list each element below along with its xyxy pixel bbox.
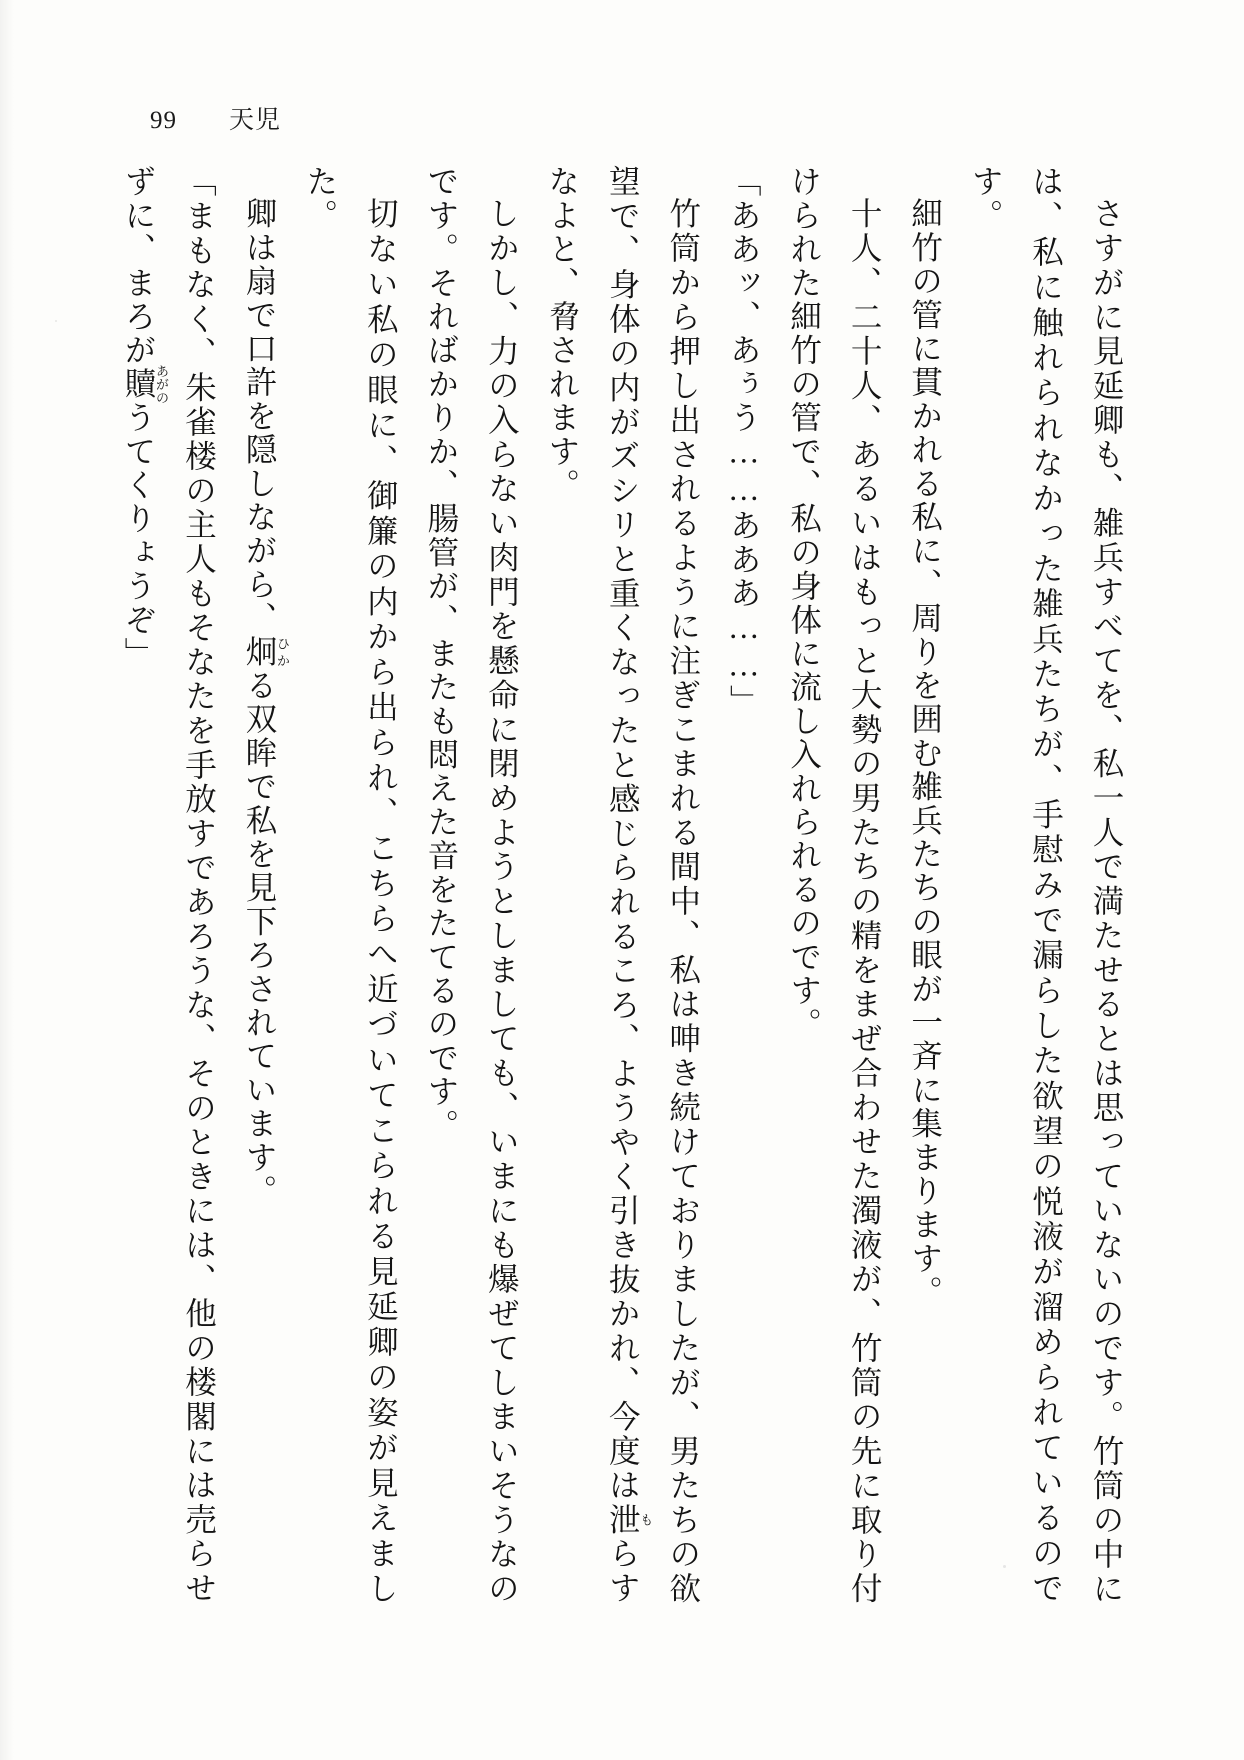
ruby-annotation: 泄も [605, 1502, 654, 1537]
running-head [150, 100, 281, 136]
ruby-annotation: 炯ひか [241, 634, 290, 669]
paragraph-4-dialogue: 「ああッ、あぅう……あああ……」 [726, 165, 762, 719]
paragraph-9-dialogue: 「まもなく、朱雀楼の主人もそなたを手放すであろうな、そのときには、他の楼閣には売らせずに、まろが贖あがのうてくりょうぞ」 [121, 165, 217, 1605]
paragraph-2: 細竹の管に貫かれる私に、周りを囲む雑兵たちの眼が一斉に集まります。 [907, 196, 943, 1309]
chapter-title: 天児 [229, 107, 282, 134]
paper-speck [55, 320, 57, 322]
paragraph-6: しかし、力の入らない肉門を懸命に閉めようとしましても、いまにも爆ぜてしまいそうなのです。そればかりか、腸管が、またも悶えた音をたてるのです。 [423, 165, 520, 1605]
vertical-text-body [121, 165, 1136, 1605]
paragraph-1: さすがに見延卿も、雑兵すべてを、私一人で満たせるとは思っていないのです。竹筒の中には、私に触れられなかった雑兵たちが、手慰みで漏らした欲望の悦液が溜められているのです。 [968, 165, 1124, 1605]
paper-speck [1003, 1565, 1006, 1568]
page-edge-shading [0, 0, 14, 1760]
paragraph-8: 卿は扇で口許を隠しながら、炯ひかる双眸で私を見下ろされています。 [241, 196, 290, 1208]
page-number: 99 [150, 107, 177, 134]
paragraph-5: 竹筒から押し出されるように注ぎこまれる間中、私は呻き続けておりましたが、男たちの欲望で、身体の内がズシリと重くなったと感じられるころ、ようやく引き抜かれ、今度は泄もらすなよと、脅されます。 [544, 165, 701, 1605]
paragraph-7: 切ない私の眼に、御簾の内から出られ、こちらへ近づいてこられる見延卿の姿が見えました。 [302, 165, 399, 1605]
ruby-annotation: 贖あがの [121, 364, 169, 404]
paragraph-3: 十人、二十人、あるいはもっと大勢の男たちの精をまぜ合わせた濁液が、竹筒の先に取り付けられた細竹の管で、私の身体に流し入れられるのです。 [786, 165, 883, 1605]
